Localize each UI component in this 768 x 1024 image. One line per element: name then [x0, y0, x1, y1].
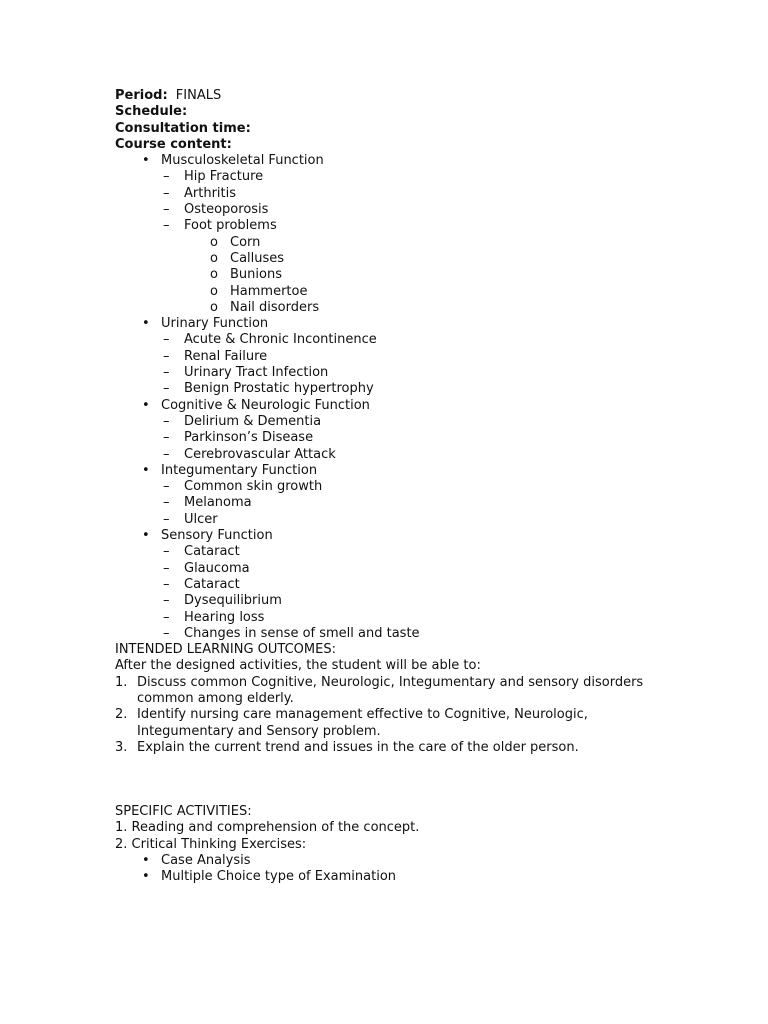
list-item-text: Arthritis	[184, 185, 237, 201]
list-marker: –	[163, 495, 170, 511]
activity-item-1: 1. Reading and comprehension of the concept.	[115, 820, 420, 836]
list-item-text: Identify nursing care management effective to Cognitive, Neurologic,	[137, 707, 588, 723]
outcome-item-continuation: Integumentary and Sensory problem.	[137, 723, 381, 739]
list-item-text: Discuss common Cognitive, Neurologic, Integumentary and sensory disorders	[137, 674, 644, 690]
schedule-label: Schedule:	[115, 104, 188, 120]
list-item-text: Integumentary Function	[161, 462, 318, 478]
list-item-text: Dysequilibrium	[184, 593, 282, 609]
list-item-text: Cerebrovascular Attack	[184, 446, 336, 462]
course-topic	[115, 186, 745, 202]
list-marker: –	[163, 511, 170, 527]
course-content-list	[115, 153, 745, 642]
list-item-text: Hammertoe	[230, 283, 308, 299]
list-marker: –	[163, 202, 170, 218]
outcomes-list	[115, 675, 745, 756]
course-topic	[115, 218, 745, 234]
period-line	[115, 88, 745, 104]
course-topic	[115, 495, 745, 511]
course-topic	[115, 626, 745, 642]
list-item-text: Ulcer	[184, 511, 218, 527]
activity-subitem	[115, 869, 745, 885]
course-subtopic	[115, 235, 745, 251]
list-item-text: Foot problems	[184, 218, 277, 234]
activity-subitems	[115, 853, 745, 886]
list-marker: o	[210, 234, 218, 250]
list-marker: 1.	[115, 674, 128, 690]
list-marker: –	[163, 185, 170, 201]
period-label: Period:	[115, 88, 168, 103]
list-item-text: Renal Failure	[184, 348, 268, 364]
list-marker: 3.	[115, 739, 128, 755]
list-item-text: Nail disorders	[230, 299, 320, 315]
list-marker: –	[163, 576, 170, 592]
course-topic	[115, 479, 745, 495]
list-marker: 2.	[115, 707, 128, 723]
list-item-text: Cataract	[184, 576, 240, 592]
course-topic	[115, 593, 745, 609]
document-content	[115, 88, 745, 886]
list-marker: –	[163, 593, 170, 609]
activities-heading: SPECIFIC ACTIVITIES:	[115, 804, 252, 820]
list-marker: –	[163, 413, 170, 429]
list-item-text: Glaucoma	[184, 560, 250, 576]
course-topic	[115, 349, 745, 365]
list-item-text: Explain the current trend and issues in the care of the older person.	[137, 739, 579, 755]
course-topic	[115, 447, 745, 463]
outcomes-intro: After the designed activities, the student will be able to:	[115, 658, 481, 674]
activity-subitem	[115, 853, 745, 869]
course-subtopic	[115, 267, 745, 283]
course-topic	[115, 512, 745, 528]
list-marker: –	[163, 218, 170, 234]
list-marker: o	[210, 267, 218, 283]
list-item-text: Acute & Chronic Incontinence	[184, 332, 377, 348]
course-topic	[115, 544, 745, 560]
course-topic	[115, 430, 745, 446]
course-section	[115, 528, 745, 544]
course-section	[115, 153, 745, 169]
course-topic	[115, 365, 745, 381]
list-marker: –	[163, 365, 170, 381]
course-topic	[115, 381, 745, 397]
outcome-item	[115, 675, 745, 691]
list-item-text: Hearing loss	[184, 609, 265, 625]
list-marker: –	[163, 348, 170, 364]
course-topic	[115, 577, 745, 593]
list-item-text: Cognitive & Neurologic Function	[161, 397, 370, 413]
list-marker: –	[163, 625, 170, 641]
list-marker: –	[163, 609, 170, 625]
list-item-text: Cataract	[184, 544, 240, 560]
list-item-text: Multiple Choice type of Examination	[161, 869, 397, 885]
course-topic	[115, 414, 745, 430]
list-item-text: Changes in sense of smell and taste	[184, 625, 420, 641]
list-item-text: Bunions	[230, 267, 282, 283]
course-topic	[115, 169, 745, 185]
course-subtopic	[115, 284, 745, 300]
activity-item-2: 2. Critical Thinking Exercises:	[115, 836, 307, 852]
list-marker: –	[163, 479, 170, 495]
list-item-text: Benign Prostatic hypertrophy	[184, 381, 374, 397]
list-marker: –	[163, 544, 170, 560]
list-item-text: Calluses	[230, 250, 285, 266]
list-marker: o	[210, 283, 218, 299]
course-section	[115, 316, 745, 332]
list-item-text: Hip Fracture	[184, 169, 264, 185]
section-spacer	[115, 756, 745, 804]
list-marker: •	[142, 153, 150, 169]
list-marker: –	[163, 381, 170, 397]
outcome-item	[115, 740, 745, 756]
list-marker: •	[142, 397, 150, 413]
list-marker: •	[142, 853, 150, 869]
course-topic	[115, 202, 745, 218]
outcome-item	[115, 707, 745, 723]
course-topic	[115, 610, 745, 626]
course-section	[115, 463, 745, 479]
consultation-time-label: Consultation time:	[115, 120, 251, 136]
list-marker: o	[210, 299, 218, 315]
list-item-text: Musculoskeletal Function	[161, 153, 324, 169]
list-item-text: Melanoma	[184, 495, 252, 511]
list-item-text: Delirium & Dementia	[184, 413, 322, 429]
list-marker: •	[142, 528, 150, 544]
list-marker: –	[163, 332, 170, 348]
list-marker: –	[163, 430, 170, 446]
course-topic	[115, 332, 745, 348]
outcomes-heading: INTENDED LEARNING OUTCOMES:	[115, 642, 336, 658]
course-topic	[115, 561, 745, 577]
list-item-text: Urinary Function	[161, 316, 269, 332]
course-content-label: Course content:	[115, 136, 232, 152]
list-marker: –	[163, 169, 170, 185]
course-section	[115, 398, 745, 414]
period-value: FINALS	[175, 88, 222, 103]
list-item-text: Urinary Tract Infection	[184, 365, 329, 381]
list-marker: –	[163, 446, 170, 462]
outcome-item-continuation: common among elderly.	[137, 690, 294, 706]
list-marker: –	[163, 560, 170, 576]
list-marker: •	[142, 869, 150, 885]
list-marker: •	[142, 316, 150, 332]
list-marker: •	[142, 462, 150, 478]
list-item-text: Sensory Function	[161, 528, 273, 544]
list-item-text: Corn	[230, 234, 261, 250]
list-item-text: Parkinson’s Disease	[184, 430, 314, 446]
list-item-text: Common skin growth	[184, 479, 323, 495]
list-item-text: Osteoporosis	[184, 202, 269, 218]
course-subtopic	[115, 251, 745, 267]
list-item-text: Case Analysis	[161, 853, 251, 869]
course-subtopic	[115, 300, 745, 316]
list-marker: o	[210, 250, 218, 266]
